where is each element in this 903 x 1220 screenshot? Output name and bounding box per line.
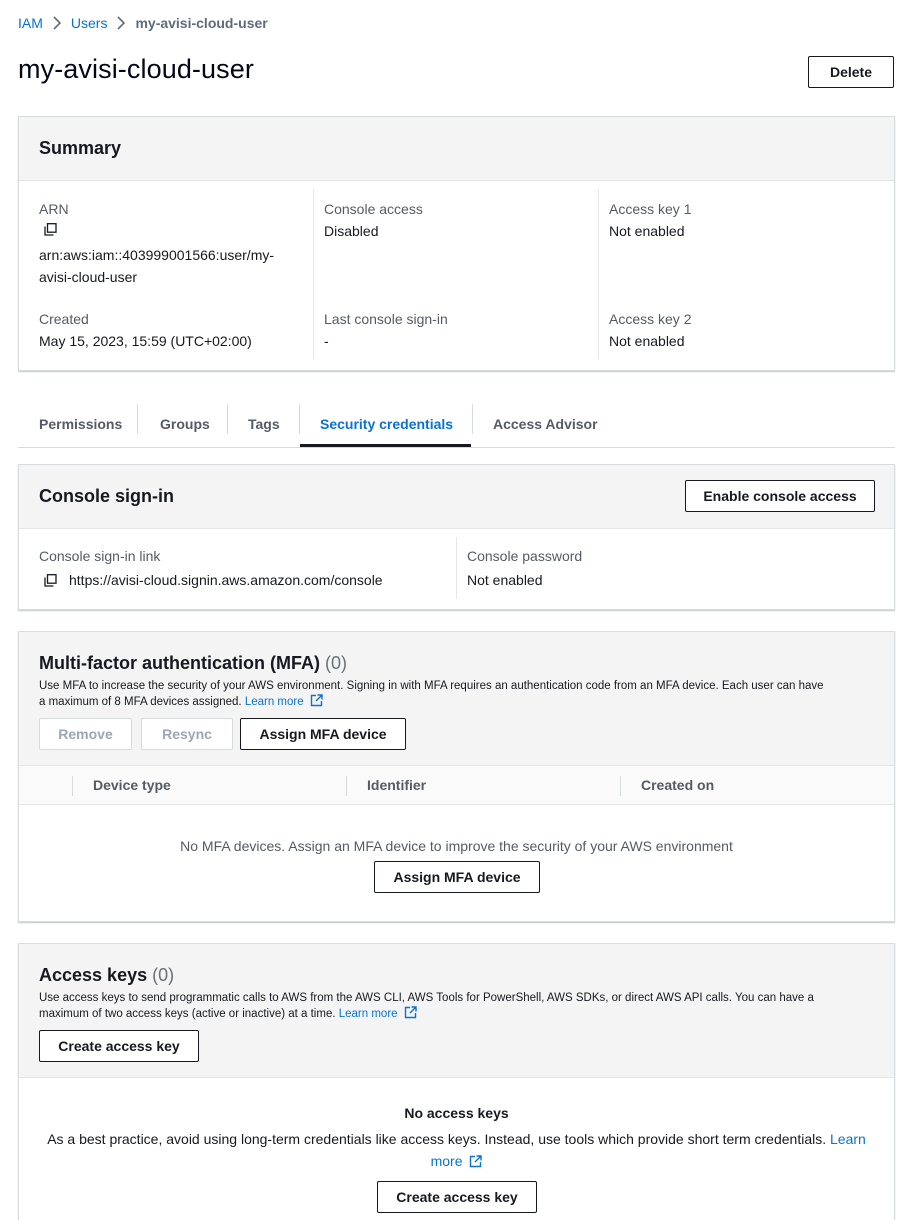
chevron-right-icon <box>116 16 126 30</box>
tab-security-credentials[interactable]: Security credentials <box>320 415 454 432</box>
tab-tags[interactable]: Tags <box>248 415 280 432</box>
access-keys-learn-more-link[interactable]: Learn more <box>338 1008 398 1020</box>
breadcrumb-users-link[interactable]: Users <box>70 15 108 31</box>
mfa-table-header <box>19 765 894 805</box>
breadcrumb-current: my-avisi-cloud-user <box>135 15 268 31</box>
console-password-value: Not enabled <box>467 572 543 588</box>
created-value: May 15, 2023, 15:59 (UTC+02:00) <box>39 333 252 349</box>
breadcrumb <box>18 14 268 32</box>
tab-access-advisor[interactable]: Access Advisor <box>493 415 598 432</box>
summary-title: Summary <box>39 138 122 158</box>
access-keys-empty-text-main: As a best practice, avoid using long-term credentials like access keys. Instead, use tools which provide short term credentials. <box>47 1131 827 1147</box>
console-password-label: Console password <box>467 548 583 564</box>
column-divider <box>346 776 347 796</box>
active-tab-indicator <box>300 444 471 447</box>
console-access-value: Disabled <box>324 223 379 239</box>
column-divider <box>72 776 73 796</box>
access-keys-panel <box>18 943 895 1220</box>
external-link-icon[interactable] <box>310 694 323 712</box>
access-keys-description-line2 <box>39 1006 814 1024</box>
column-divider <box>598 189 599 359</box>
tab-permissions[interactable]: Permissions <box>39 415 123 432</box>
mfa-description-line2-text: a maximum of 8 MFA devices assigned. <box>39 696 242 708</box>
access-key2-value: Not enabled <box>609 333 685 349</box>
assign-mfa-button[interactable]: Assign MFA device <box>240 718 406 750</box>
mfa-count: (0) <box>325 653 347 673</box>
column-divider <box>456 537 457 599</box>
mfa-learn-more-link[interactable]: Learn more <box>244 696 304 708</box>
signin-link-value[interactable]: https://avisi-cloud.signin.aws.amazon.com/console <box>69 572 383 588</box>
column-identifier[interactable]: Identifier <box>367 777 427 793</box>
mfa-header <box>19 632 894 766</box>
access-keys-empty-more <box>19 1153 894 1171</box>
signin-link-label: Console sign-in link <box>39 548 161 564</box>
mfa-title <box>39 653 347 674</box>
delete-button[interactable]: Delete <box>808 56 894 88</box>
arn-label: ARN <box>39 201 69 217</box>
enable-console-access-button[interactable]: Enable console access <box>685 480 875 512</box>
arn-value-line1: arn:aws:iam::403999001566:user/my- <box>39 247 275 263</box>
mfa-description-line2 <box>39 694 824 712</box>
mfa-panel <box>18 631 895 922</box>
access-keys-title-text: Access keys <box>39 965 148 985</box>
external-link-icon[interactable] <box>404 1006 417 1024</box>
column-divider <box>313 189 314 359</box>
empty-create-access-key-button[interactable]: Create access key <box>377 1181 537 1213</box>
arn-value-line2: avisi-cloud-user <box>39 269 138 285</box>
empty-assign-mfa-button[interactable]: Assign MFA device <box>374 861 540 893</box>
mfa-description-line1: Use MFA to increase the security of your AWS environment. Signing in with MFA requires an authentication code from an MFA device. Each user can have <box>39 680 824 692</box>
copy-icon[interactable] <box>44 574 57 590</box>
access-keys-description <box>39 990 814 1024</box>
tab-divider <box>227 404 228 434</box>
console-signin-panel <box>18 464 895 610</box>
access-keys-empty-text <box>19 1131 894 1147</box>
access-keys-count: (0) <box>152 965 175 985</box>
chevron-right-icon <box>52 16 62 30</box>
access-keys-description-line2-text: maximum of two access keys (active or inactive) at a time. <box>39 1008 336 1020</box>
create-access-key-button[interactable]: Create access key <box>39 1030 199 1062</box>
column-device-type[interactable]: Device type <box>93 777 171 793</box>
remove-mfa-button[interactable]: Remove <box>39 718 132 750</box>
summary-panel <box>18 116 895 371</box>
last-signin-value: - <box>324 333 329 349</box>
access-keys-header <box>19 944 894 1078</box>
access-keys-description-line1: Use access keys to send programmatic calls to AWS from the AWS CLI, AWS Tools for PowerShell, AWS SDKs, or direct AWS API calls. You can have a <box>39 992 814 1004</box>
tab-divider <box>299 404 300 434</box>
created-label: Created <box>39 311 89 327</box>
column-created-on[interactable]: Created on <box>641 777 715 793</box>
last-signin-label: Last console sign-in <box>324 311 448 327</box>
tab-divider <box>472 404 473 434</box>
copy-icon[interactable] <box>44 223 57 239</box>
tab-groups[interactable]: Groups <box>160 415 210 432</box>
access-key1-label: Access key 1 <box>609 201 692 217</box>
mfa-empty-text: No MFA devices. Assign an MFA device to improve the security of your AWS environment <box>180 838 733 854</box>
access-key2-label: Access key 2 <box>609 311 692 327</box>
no-access-keys-title: No access keys <box>404 1105 509 1121</box>
mfa-title-text: Multi-factor authentication (MFA) <box>39 653 320 673</box>
tab-divider <box>137 404 138 434</box>
access-keys-empty-learn-link[interactable]: Learn <box>830 1131 866 1147</box>
console-signin-title: Console sign-in <box>39 486 174 506</box>
console-signin-header <box>19 465 894 529</box>
column-divider <box>620 776 621 796</box>
access-keys-title <box>39 965 174 986</box>
breadcrumb-iam-link[interactable]: IAM <box>18 15 43 31</box>
mfa-description <box>39 678 824 712</box>
access-key1-value: Not enabled <box>609 223 685 239</box>
summary-header <box>19 117 894 181</box>
external-link-icon[interactable] <box>469 1155 482 1171</box>
resync-mfa-button[interactable]: Resync <box>141 718 233 750</box>
page-title: my-avisi-cloud-user <box>18 54 254 84</box>
access-keys-empty-more-link[interactable]: more <box>430 1153 463 1169</box>
console-access-label: Console access <box>324 201 423 217</box>
tab-bar <box>18 400 895 448</box>
